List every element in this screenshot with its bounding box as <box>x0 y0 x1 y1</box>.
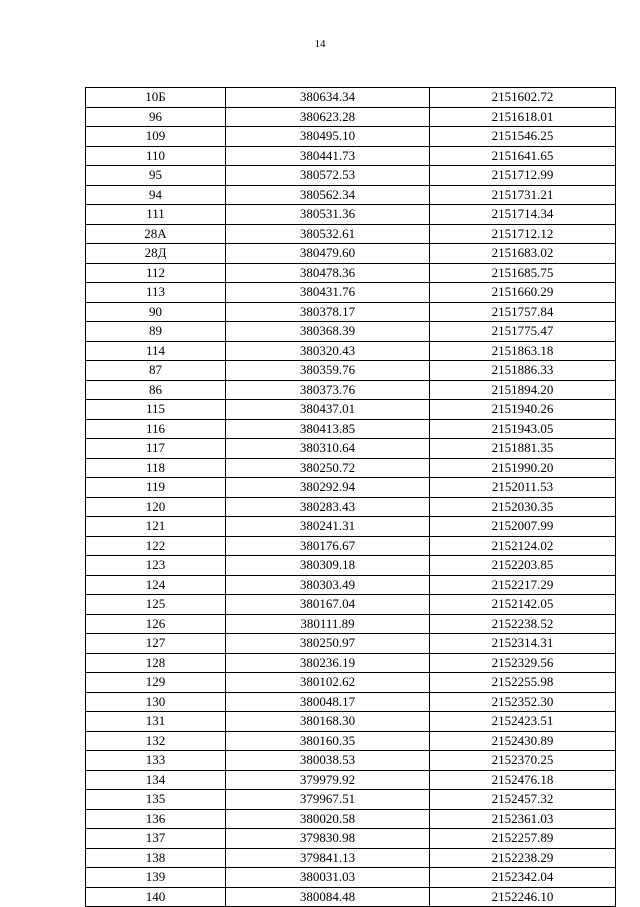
y-coordinate-cell: 2152430.89 <box>430 731 616 751</box>
coordinates-table-body <box>86 88 616 907</box>
table-row <box>86 224 616 244</box>
x-coordinate-cell: 380431.76 <box>226 283 430 303</box>
y-coordinate-cell: 2151894.20 <box>430 380 616 400</box>
table-row <box>86 868 616 888</box>
point-id-cell: 86 <box>86 380 226 400</box>
y-coordinate-cell: 2151712.99 <box>430 166 616 186</box>
point-id-cell: 118 <box>86 458 226 478</box>
point-id-cell: 117 <box>86 439 226 459</box>
y-coordinate-cell: 2152011.53 <box>430 478 616 498</box>
x-coordinate-cell: 380038.53 <box>226 751 430 771</box>
point-id-cell: 90 <box>86 302 226 322</box>
x-coordinate-cell: 380241.31 <box>226 517 430 537</box>
point-id-cell: 111 <box>86 205 226 225</box>
y-coordinate-cell: 2152142.05 <box>430 595 616 615</box>
x-coordinate-cell: 380084.48 <box>226 887 430 907</box>
table-row <box>86 653 616 673</box>
point-id-cell: 115 <box>86 400 226 420</box>
y-coordinate-cell: 2151990.20 <box>430 458 616 478</box>
y-coordinate-cell: 2152423.51 <box>430 712 616 732</box>
y-coordinate-cell: 2152238.29 <box>430 848 616 868</box>
x-coordinate-cell: 380309.18 <box>226 556 430 576</box>
x-coordinate-cell: 380250.97 <box>226 634 430 654</box>
y-coordinate-cell: 2152255.98 <box>430 673 616 693</box>
table-row <box>86 88 616 108</box>
y-coordinate-cell: 2151863.18 <box>430 341 616 361</box>
y-coordinate-cell: 2152370.25 <box>430 751 616 771</box>
table-row <box>86 634 616 654</box>
table-row <box>86 478 616 498</box>
point-id-cell: 113 <box>86 283 226 303</box>
point-id-cell: 137 <box>86 829 226 849</box>
x-coordinate-cell: 380168.30 <box>226 712 430 732</box>
y-coordinate-cell: 2151641.65 <box>430 146 616 166</box>
x-coordinate-cell: 380359.76 <box>226 361 430 381</box>
point-id-cell: 89 <box>86 322 226 342</box>
point-id-cell: 110 <box>86 146 226 166</box>
table-row <box>86 127 616 147</box>
table-row <box>86 146 616 166</box>
table-row <box>86 341 616 361</box>
y-coordinate-cell: 2151886.33 <box>430 361 616 381</box>
x-coordinate-cell: 380562.34 <box>226 185 430 205</box>
x-coordinate-cell: 380413.85 <box>226 419 430 439</box>
x-coordinate-cell: 380532.61 <box>226 224 430 244</box>
table-row <box>86 497 616 517</box>
y-coordinate-cell: 2151714.34 <box>430 205 616 225</box>
x-coordinate-cell: 380441.73 <box>226 146 430 166</box>
table-row <box>86 263 616 283</box>
x-coordinate-cell: 380176.67 <box>226 536 430 556</box>
point-id-cell: 125 <box>86 595 226 615</box>
point-id-cell: 133 <box>86 751 226 771</box>
y-coordinate-cell: 2151685.75 <box>430 263 616 283</box>
x-coordinate-cell: 380634.34 <box>226 88 430 108</box>
table-row <box>86 419 616 439</box>
point-id-cell: 119 <box>86 478 226 498</box>
y-coordinate-cell: 2152352.30 <box>430 692 616 712</box>
table-row <box>86 829 616 849</box>
table-row <box>86 322 616 342</box>
point-id-cell: 130 <box>86 692 226 712</box>
point-id-cell: 121 <box>86 517 226 537</box>
table-row <box>86 536 616 556</box>
x-coordinate-cell: 379979.92 <box>226 770 430 790</box>
x-coordinate-cell: 380368.39 <box>226 322 430 342</box>
x-coordinate-cell: 379830.98 <box>226 829 430 849</box>
y-coordinate-cell: 2151546.25 <box>430 127 616 147</box>
table-row <box>86 283 616 303</box>
y-coordinate-cell: 2152342.04 <box>430 868 616 888</box>
point-id-cell: 87 <box>86 361 226 381</box>
table-row <box>86 458 616 478</box>
point-id-cell: 135 <box>86 790 226 810</box>
x-coordinate-cell: 380111.89 <box>226 614 430 634</box>
x-coordinate-cell: 380236.19 <box>226 653 430 673</box>
y-coordinate-cell: 2151757.84 <box>430 302 616 322</box>
point-id-cell: 122 <box>86 536 226 556</box>
x-coordinate-cell: 380031.03 <box>226 868 430 888</box>
x-coordinate-cell: 379967.51 <box>226 790 430 810</box>
x-coordinate-cell: 380048.17 <box>226 692 430 712</box>
x-coordinate-cell: 380378.17 <box>226 302 430 322</box>
point-id-cell: 95 <box>86 166 226 186</box>
x-coordinate-cell: 380020.58 <box>226 809 430 829</box>
y-coordinate-cell: 2151775.47 <box>430 322 616 342</box>
point-id-cell: 28А <box>86 224 226 244</box>
y-coordinate-cell: 2152361.03 <box>430 809 616 829</box>
point-id-cell: 138 <box>86 848 226 868</box>
table-row <box>86 244 616 264</box>
point-id-cell: 131 <box>86 712 226 732</box>
table-row <box>86 790 616 810</box>
y-coordinate-cell: 2152329.56 <box>430 653 616 673</box>
x-coordinate-cell: 380292.94 <box>226 478 430 498</box>
x-coordinate-cell: 380479.60 <box>226 244 430 264</box>
y-coordinate-cell: 2151943.05 <box>430 419 616 439</box>
y-coordinate-cell: 2151940.26 <box>430 400 616 420</box>
x-coordinate-cell: 380160.35 <box>226 731 430 751</box>
table-row <box>86 185 616 205</box>
y-coordinate-cell: 2152257.89 <box>430 829 616 849</box>
y-coordinate-cell: 2151683.02 <box>430 244 616 264</box>
y-coordinate-cell: 2151660.29 <box>430 283 616 303</box>
y-coordinate-cell: 2152217.29 <box>430 575 616 595</box>
x-coordinate-cell: 380531.36 <box>226 205 430 225</box>
x-coordinate-cell: 380373.76 <box>226 380 430 400</box>
x-coordinate-cell: 380437.01 <box>226 400 430 420</box>
y-coordinate-cell: 2151712.12 <box>430 224 616 244</box>
table-row <box>86 575 616 595</box>
point-id-cell: 126 <box>86 614 226 634</box>
y-coordinate-cell: 2151731.21 <box>430 185 616 205</box>
y-coordinate-cell: 2152007.99 <box>430 517 616 537</box>
y-coordinate-cell: 2152457.32 <box>430 790 616 810</box>
x-coordinate-cell: 380623.28 <box>226 107 430 127</box>
point-id-cell: 134 <box>86 770 226 790</box>
x-coordinate-cell: 380250.72 <box>226 458 430 478</box>
table-row <box>86 673 616 693</box>
table-row <box>86 614 616 634</box>
table-row <box>86 770 616 790</box>
y-coordinate-cell: 2152476.18 <box>430 770 616 790</box>
point-id-cell: 114 <box>86 341 226 361</box>
x-coordinate-cell: 380495.10 <box>226 127 430 147</box>
y-coordinate-cell: 2152203.85 <box>430 556 616 576</box>
table-row <box>86 809 616 829</box>
point-id-cell: 112 <box>86 263 226 283</box>
x-coordinate-cell: 380320.43 <box>226 341 430 361</box>
point-id-cell: 132 <box>86 731 226 751</box>
point-id-cell: 124 <box>86 575 226 595</box>
point-id-cell: 116 <box>86 419 226 439</box>
table-row <box>86 361 616 381</box>
table-row <box>86 205 616 225</box>
x-coordinate-cell: 380283.43 <box>226 497 430 517</box>
table-row <box>86 302 616 322</box>
y-coordinate-cell: 2152246.10 <box>430 887 616 907</box>
table-row <box>86 517 616 537</box>
x-coordinate-cell: 380478.36 <box>226 263 430 283</box>
x-coordinate-cell: 379841.13 <box>226 848 430 868</box>
table-row <box>86 595 616 615</box>
x-coordinate-cell: 380572.53 <box>226 166 430 186</box>
coordinates-table <box>85 87 616 907</box>
point-id-cell: 94 <box>86 185 226 205</box>
x-coordinate-cell: 380167.04 <box>226 595 430 615</box>
x-coordinate-cell: 380102.62 <box>226 673 430 693</box>
table-row <box>86 887 616 907</box>
point-id-cell: 129 <box>86 673 226 693</box>
table-row <box>86 166 616 186</box>
table-row <box>86 751 616 771</box>
y-coordinate-cell: 2152124.02 <box>430 536 616 556</box>
table-row <box>86 848 616 868</box>
table-row <box>86 107 616 127</box>
table-row <box>86 692 616 712</box>
point-id-cell: 109 <box>86 127 226 147</box>
x-coordinate-cell: 380310.64 <box>226 439 430 459</box>
y-coordinate-cell: 2151602.72 <box>430 88 616 108</box>
table-row <box>86 439 616 459</box>
point-id-cell: 28Д <box>86 244 226 264</box>
table-row <box>86 712 616 732</box>
point-id-cell: 136 <box>86 809 226 829</box>
x-coordinate-cell: 380303.49 <box>226 575 430 595</box>
table-row <box>86 731 616 751</box>
point-id-cell: 140 <box>86 887 226 907</box>
y-coordinate-cell: 2151881.35 <box>430 439 616 459</box>
y-coordinate-cell: 2151618.01 <box>430 107 616 127</box>
table-row <box>86 556 616 576</box>
point-id-cell: 123 <box>86 556 226 576</box>
point-id-cell: 96 <box>86 107 226 127</box>
point-id-cell: 127 <box>86 634 226 654</box>
table-row <box>86 380 616 400</box>
y-coordinate-cell: 2152314.31 <box>430 634 616 654</box>
point-id-cell: 139 <box>86 868 226 888</box>
point-id-cell: 128 <box>86 653 226 673</box>
point-id-cell: 120 <box>86 497 226 517</box>
table-row <box>86 400 616 420</box>
point-id-cell: 10Б <box>86 88 226 108</box>
y-coordinate-cell: 2152030.35 <box>430 497 616 517</box>
page-number: 14 <box>314 38 326 50</box>
y-coordinate-cell: 2152238.52 <box>430 614 616 634</box>
